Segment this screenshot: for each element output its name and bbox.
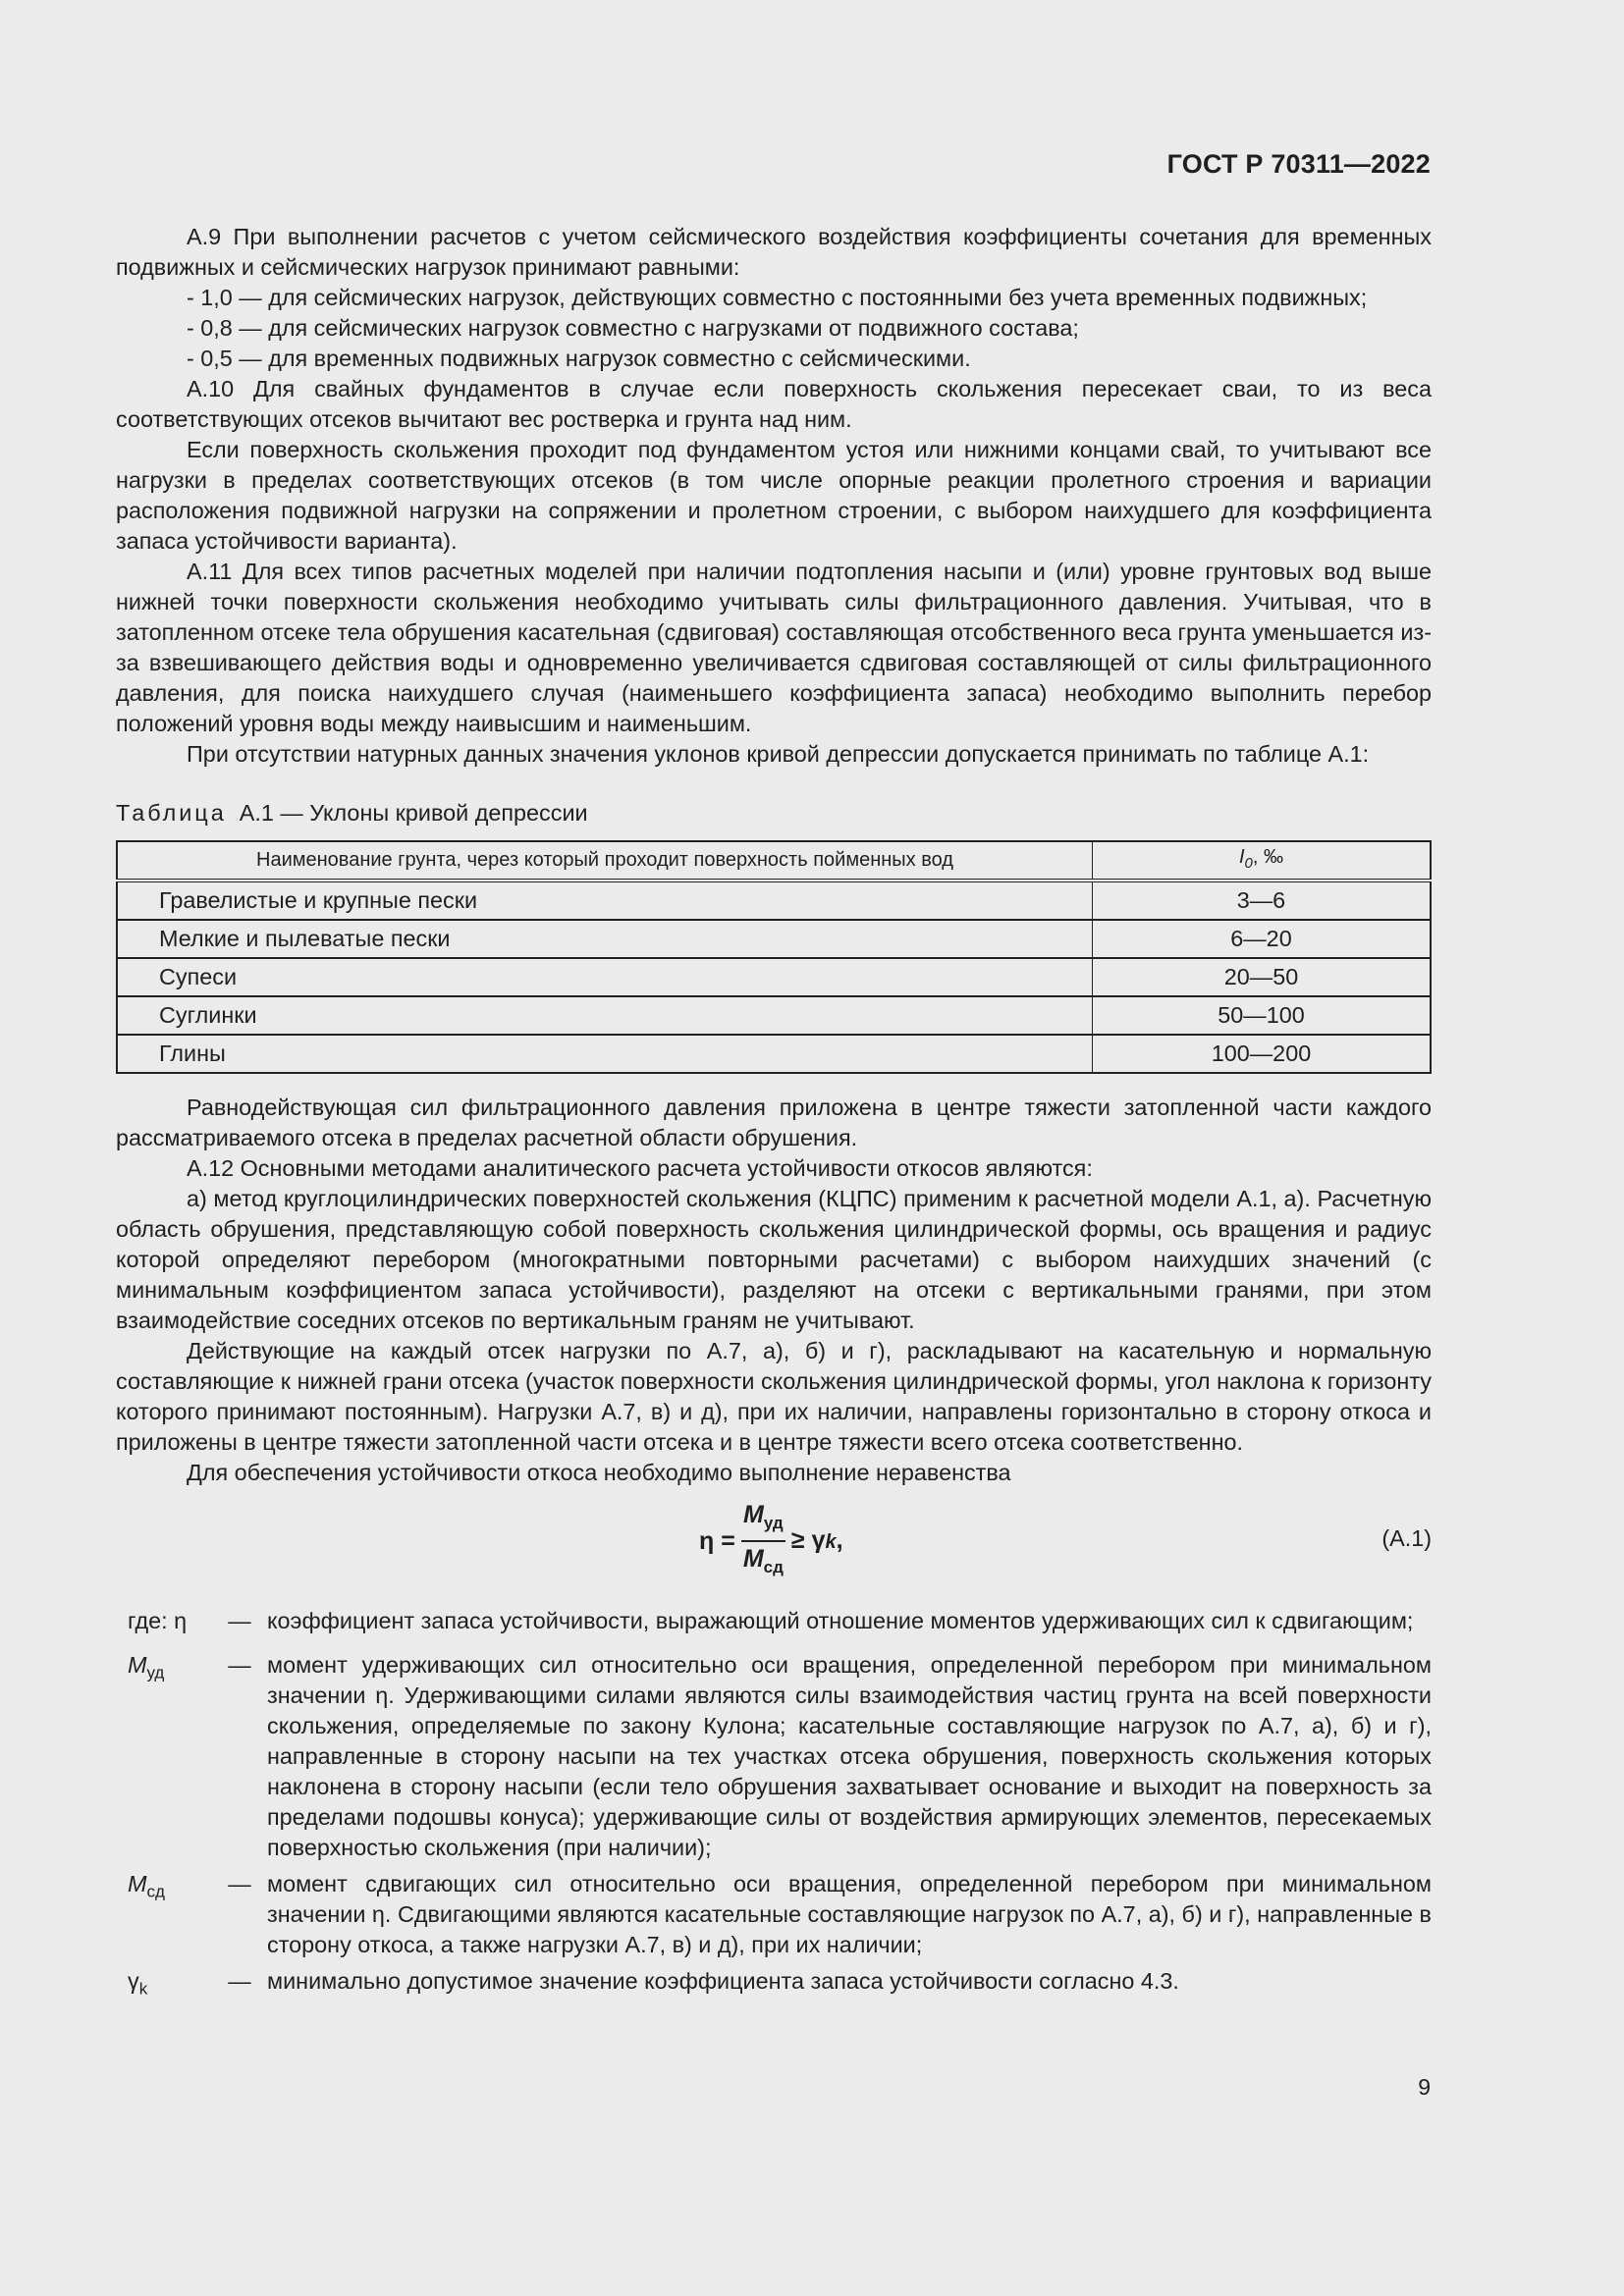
table-cell-slope: 100—200 — [1093, 1035, 1432, 1073]
definition-symbol: $M_{уд}$ — [128, 1651, 165, 1682]
table-cell-slope: 20—50 — [1093, 958, 1432, 996]
paragraph-a12: А.12 Основными методами аналитического расчета устойчивости откосов являются: — [187, 1155, 1093, 1181]
definition-dash: — — [228, 1651, 251, 1678]
paragraph: Если поверхность скольжения проходит под фундаментом устоя или нижними концами свай, то учитывают все нагрузки в пределах соответствующих отсеков (в том числе опорные реакции пролетного строения и вариации расположения подвижной нагрузки на сопряжении и пролетном строении, с выбором наихудшего для коэффициента запаса устойчивости варианта). — [116, 437, 1432, 554]
table-cell-soil: Супеси — [117, 958, 1093, 996]
paragraph-a10: А.10 Для свайных фундаментов в случае если поверхность скольжения пересекает сваи, то из веса соответствующих отсеков вычитают вес ростверка и грунта над ним. — [116, 376, 1432, 432]
table-row — [117, 958, 1431, 996]
definitions-list — [116, 1606, 1432, 2003]
definition-dash: — — [228, 1967, 251, 1994]
table-cell-soil: Гравелистые и крупные пески — [117, 881, 1093, 920]
document-code: ГОСТ Р 70311—2022 — [1166, 149, 1431, 179]
formula-fraction — [741, 1500, 785, 1582]
definition-dash: — — [228, 1608, 251, 1633]
table-cell-slope: 50—100 — [1093, 996, 1432, 1035]
definition-item — [116, 1650, 1432, 1863]
depression-slopes-table — [116, 840, 1432, 1074]
list-item: - 0,8 — для сейсмических нагрузок совместно с нагрузками от подвижного состава; — [187, 315, 1079, 341]
table-header-soil: Наименование грунта, через который проходит поверхность пойменных вод — [117, 841, 1093, 881]
table-cell-soil: Глины — [117, 1035, 1093, 1073]
definition-item — [116, 1869, 1432, 1960]
formula-numerator: $M_{уд}$ — [741, 1500, 785, 1542]
formula-denominator: $M_{сд}$ — [742, 1545, 784, 1576]
definition-symbol: $M_{сд}$ — [128, 1870, 165, 1901]
table-row — [117, 920, 1431, 958]
definition-text: коэффициент запаса устойчивости, выражающий отношение моментов удерживающих сил к сдвигающим; — [267, 1608, 1414, 1633]
stability-formula — [699, 1500, 843, 1582]
paragraph: При отсутствии натурных данных значения уклонов кривой депрессии допускается принимать по таблице А.1: — [187, 741, 1370, 767]
table-row — [117, 1035, 1431, 1073]
definition-symbol: где: η — [128, 1608, 188, 1633]
table-cell-slope: 3—6 — [1093, 881, 1432, 920]
table-row — [117, 996, 1431, 1035]
definition-dash: — — [228, 1870, 251, 1896]
definition-text: момент сдвигающих сил относительно оси вращения, определенной перебором при минимальном значении η. Сдвигающими являются касательные составляющие нагрузок по А.7, а), б) и г), направленные в сторону откоса, а также нагрузки А.7, в) и д), при их наличии; — [267, 1870, 1432, 1957]
table-header-slope: $I_0$, ‰ — [1093, 841, 1432, 881]
definition-text: момент удерживающих сил относительно оси вращения, определенной перебором при минимальном значении η. Удерживающими силами являются силы взаимодействия частиц грунта на всей поверхности скольжения, определяемые по закону Кулона; касательные составляющие нагрузок по А.7, а), б) и г), направленные в сторону насыпи на тех участках отсека обрушения, поверхность скольжения которых наклонена в сторону насыпи (если тело обрушения захватывает основание и выходит на поверхность за пределами подошвы конуса); удерживающие силы от воздействия армирующих элементов, пересекаемых поверхностью скольжения (при наличии); — [267, 1651, 1432, 1860]
definition-symbol: $\gamma_k$ — [128, 1967, 148, 1999]
table-cell-soil: Мелкие и пылеватые пески — [117, 920, 1093, 958]
definition-text: минимально допустимое значение коэффициента запаса устойчивости согласно 4.3. — [267, 1967, 1179, 1994]
paragraph: а) метод круглоцилиндрических поверхностей скольжения (КЦПС) применим к расчетной модели А.1, а). Расчетную область обрушения, представляющую собой поверхность скольжения цилиндрической формы, ось вращения и радиус которой определяют перебором (многократными повторными расчетами) с выбором наихудших значений (с минимальным коэффициентом запаса устойчивости), разделяют на отсеки с вертикальными гранями, при этом взаимодействие соседних отсеков по вертикальным граням не учитывают. — [116, 1186, 1432, 1333]
paragraph: Равнодействующая сил фильтрационного давления приложена в центре тяжести затопленной части каждого рассматриваемого отсека в пределах расчетной области обрушения. — [116, 1095, 1432, 1150]
table-caption-word: Таблица — [116, 800, 227, 826]
paragraph: Для обеспечения устойчивости откоса необходимо выполнение неравенства — [187, 1460, 1011, 1485]
list-item: - 1,0 — для сейсмических нагрузок, действующих совместно с постоянными без учета временных подвижных; — [187, 285, 1368, 310]
definition-item — [116, 1606, 1432, 1644]
paragraph-a9: А.9 При выполнении расчетов с учетом сейсмического воздействия коэффициенты сочетания для временных подвижных и сейсмических нагрузок принимают равными: — [116, 224, 1432, 280]
formula-block — [116, 1496, 1432, 1580]
table-cell-soil: Суглинки — [117, 996, 1093, 1035]
page-number: 9 — [1418, 2074, 1431, 2100]
list-item: - 0,5 — для временных подвижных нагрузок совместно с сейсмическими. — [187, 346, 971, 371]
after-table-block — [116, 1093, 1432, 1488]
page-content — [116, 222, 1432, 2009]
table-cell-slope: 6—20 — [1093, 920, 1432, 958]
table-caption-title: А.1 — Уклоны кривой депрессии — [239, 800, 588, 826]
formula-lhs: η = — [699, 1526, 735, 1555]
paragraph: Действующие на каждый отсек нагрузки по А.7, а), б) и г), раскладывают на касательную и нормальную составляющие к нижней грани отсека (участок поверхности скольжения цилиндрической формы, угол наклона к горизонту которого принимают постоянным). Нагрузки А.7, в) и д), при их наличии, направлены горизонтально в сторону откоса и приложены в центре тяжести затопленной части отсека и в центре тяжести всего отсека соответственно. — [116, 1338, 1432, 1455]
table-row — [117, 881, 1431, 920]
equation-number: (А.1) — [1381, 1525, 1432, 1551]
paragraph-a11: А.11 Для всех типов расчетных моделей при наличии подтопления насыпи и (или) уровне грунтовых вод выше нижней точки поверхности скольжения необходимо учитывать силы фильтрационного давления. Учитывая, что в затопленном отсеке тела обрушения касательная (сдвиговая) составляющая отсобственного веса грунта уменьшается из-за взвешивающего действия воды и одновременно увеличивается сдвиговая составляющей от силы фильтрационного давления, для поиска наихудшего случая (наименьшего коэффициента запаса) необходимо выполнить перебор положений уровня воды между наивысшим и наименьшим. — [116, 559, 1432, 736]
formula-rhs: ≥ γk, — [790, 1525, 843, 1554]
table-caption — [116, 798, 1432, 828]
definition-item — [116, 1966, 1432, 2004]
table-header-row — [117, 841, 1431, 881]
